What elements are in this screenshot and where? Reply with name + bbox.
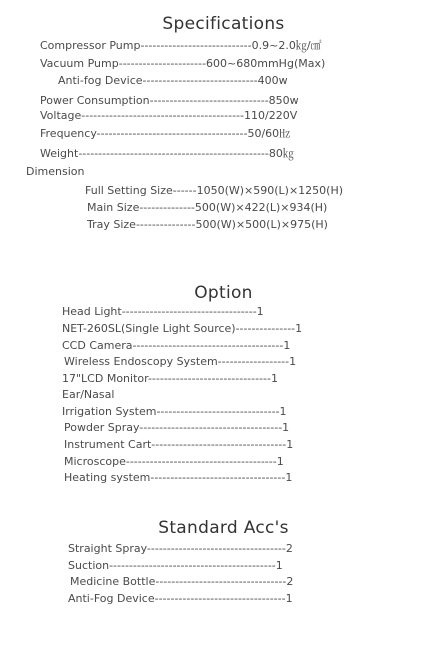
option-row-wireless-endoscopy: Wireless Endoscopy System------------------1	[64, 355, 297, 368]
option-row-irrigation-system: Irrigation System-------------------------------1	[62, 405, 287, 418]
option-row-lcd-monitor: 17"LCD Monitor-------------------------------1	[62, 372, 278, 385]
spec-row-full-setting-size: Full Setting Size------1050(W)×590(L)×1250(H)	[85, 184, 344, 197]
spec-row-dimension: Dimension	[26, 165, 85, 178]
spec-row-main-size: Main Size--------------500(W)×422(L)×934(H)	[87, 201, 328, 214]
spec-row-anti-fog-device: Anti-fog Device-----------------------------400w	[58, 74, 288, 87]
spec-row-vacuum-pump: Vacuum Pump----------------------600~680mmHg(Max)	[40, 57, 326, 70]
spec-row-voltage: Voltage-----------------------------------------110/220V	[40, 109, 298, 122]
option-row-head-light: Head Light----------------------------------1	[62, 305, 264, 318]
option-row-instrument-cart: Instrument Cart----------------------------------1	[64, 438, 294, 451]
acc-row-straight-spray: Straight Spray-----------------------------------2	[68, 542, 293, 555]
acc-row-anti-fog-device: Anti-Fog Device---------------------------------1	[68, 592, 293, 605]
option-row-powder-spray: Powder Spray------------------------------------1	[64, 421, 290, 434]
spec-row-weight: Weight------------------------------------------------80㎏	[40, 147, 294, 160]
acc-row-suction: Suction------------------------------------------1	[68, 559, 283, 572]
spec-row-frequency: Frequency--------------------------------------50/60㎐	[40, 127, 291, 140]
option-row-net-260sl: NET-260SL(Single Light Source)---------------1	[62, 322, 303, 335]
option-row-microscope: Microscope--------------------------------------1	[64, 455, 284, 468]
option-row-heating-system: Heating system----------------------------------1	[64, 471, 293, 484]
acc-row-medicine-bottle: Medicine Bottle---------------------------------2	[70, 575, 294, 588]
standard-acc-title: Standard Acc's	[158, 518, 289, 538]
spec-row-compressor-pump: Compressor Pump----------------------------0.9~2.0㎏/㎠	[40, 39, 322, 52]
spec-row-tray-size: Tray Size---------------500(W)×500(L)×975(H)	[87, 218, 328, 231]
specifications-title: Specifications	[162, 14, 285, 34]
spec-row-power-consumption: Power Consumption------------------------------850w	[40, 94, 299, 107]
option-row-ccd-camera: CCD Camera--------------------------------------1	[62, 339, 291, 352]
option-row-ear-nasal: Ear/Nasal	[62, 388, 115, 401]
option-title: Option	[194, 283, 253, 303]
